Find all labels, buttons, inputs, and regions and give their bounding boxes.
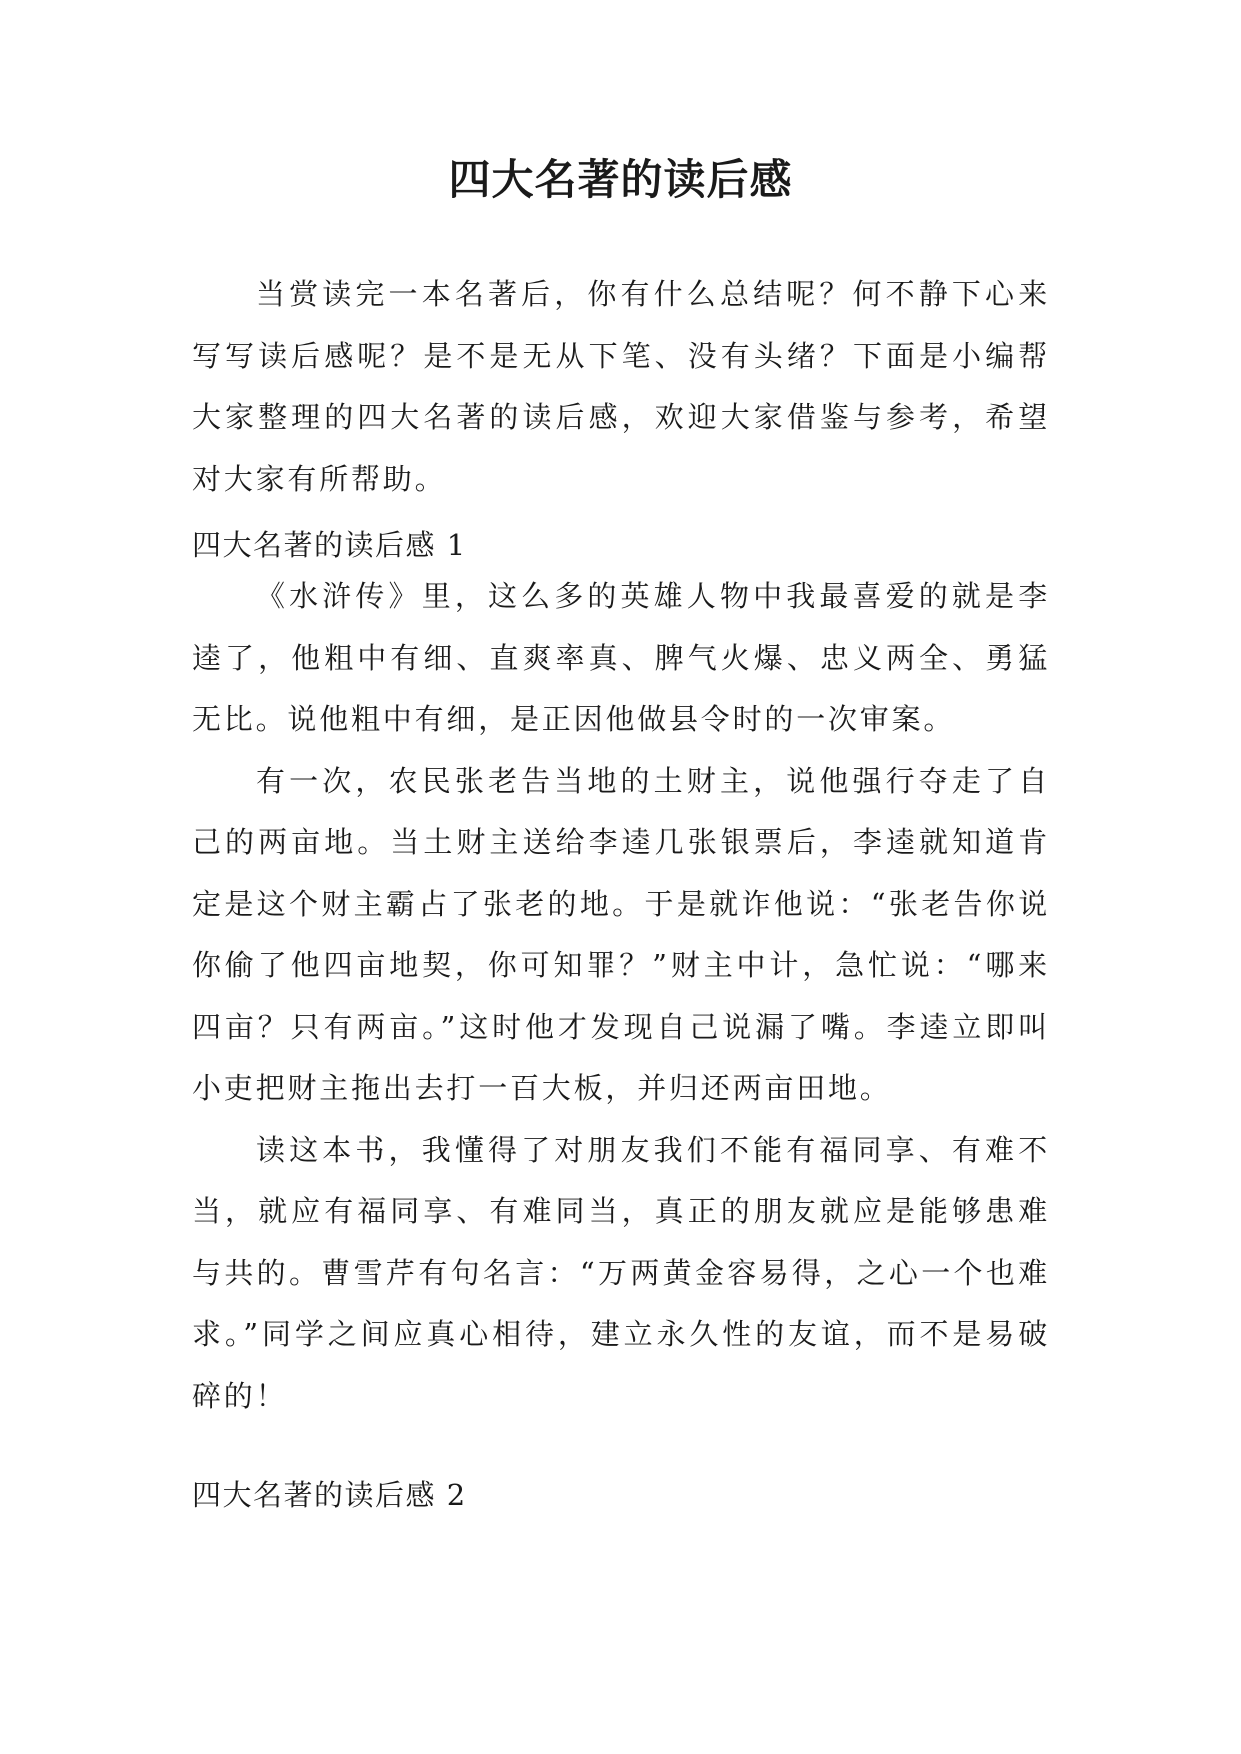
intro-block [192, 264, 1050, 510]
section-1-paragraph-3: 读这本书，我懂得了对朋友我们不能有福同享、有难不当，就应有福同享、有难同当，真正的朋友就应是能够患难与共的。曹雪芹有句名言：“万两黄金容易得，之心一个也难求。”同学之间应真心相待，建立永久性的友谊，而不是易破碎的！ [192, 1132, 1050, 1413]
document-title: 四大名著的读后感 [448, 155, 793, 204]
section-1-paragraph-1: 《水浒传》里，这么多的英雄人物中我最喜爱的就是李逵了，他粗中有细、直爽率真、脾气火爆、忠义两全、勇猛无比。说他粗中有细，是正因他做县令时的一次审案。 [192, 579, 1050, 736]
section-heading-1: 四大名著的读后感 1 [192, 528, 467, 562]
section-heading-2: 四大名著的读后感 2 [192, 1478, 467, 1512]
intro-paragraph: 当赏读完一本名著后，你有什么总结呢？何不静下心来写写读后感呢？是不是无从下笔、没有头绪？下面是小编帮大家整理的四大名著的读后感，欢迎大家借鉴与参考，希望对大家有所帮助。 [192, 277, 1050, 496]
section-1-body [192, 566, 1050, 1427]
section-1-paragraph-2: 有一次，农民张老告当地的土财主，说他强行夺走了自己的两亩地。当土财主送给李逵几张银票后，李逵就知道肯定是这个财主霸占了张老的地。于是就诈他说：“张老告你说你偷了他四亩地契，你可知罪？”财主中计，急忙说：“哪来四亩？只有两亩。”这时他才发现自己说漏了嘴。李逵立即叫小吏把财主拖出去打一百大板，并归还两亩田地。 [192, 763, 1050, 1105]
